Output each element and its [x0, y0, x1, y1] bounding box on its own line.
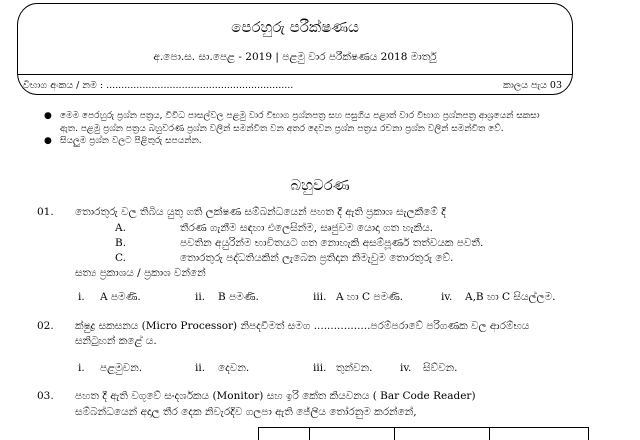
- option-label: iii.: [313, 291, 327, 303]
- index-name-label: විභාග අංකය / නම : ..............................................................: [23, 80, 294, 91]
- option-text: දෙවන.: [218, 362, 250, 374]
- option-label: iii.: [313, 362, 327, 374]
- bullet-icon: ●: [44, 111, 52, 121]
- statement-label: B.: [115, 237, 127, 249]
- paper-title: පෙරහුරු පරීක්ෂණය: [231, 18, 359, 36]
- statement-text: පවතින අයුරින්ම භාවිතයට ගත නොහැකි අසම්පූර්ණ තත්වයක පවතී.: [180, 237, 484, 249]
- question-number: 03.: [37, 390, 54, 402]
- statement-label: A.: [115, 222, 126, 234]
- option-text: A,B හා C සියල්ලම.: [465, 291, 556, 303]
- instruction-item: ● මෙම පෙරහුරු ප්‍රශ්න පත්‍රය, විවිධ පාසල්වල පළමු වාර විභාග ප්‍රශ්නපත්‍ර සහ පසුගිය පළාත් වාර විභාග ප්‍රශ්නපත්‍ර ආශ්‍රයෙන් සකසා: [44, 111, 540, 121]
- section-title: බහුවරණ: [290, 176, 350, 194]
- instruction-item: ● සියලුම ප්‍රශ්න වලට පිළිතුරු සපයන්න.: [44, 136, 202, 146]
- question-prompt: සත්‍ය ප්‍රකාශය / ප්‍රකාශ වන්නේ: [75, 267, 206, 279]
- question-number: 02.: [37, 320, 54, 332]
- option-text: පළමුවන.: [100, 362, 143, 374]
- header-box: [17, 3, 573, 95]
- question-stem: පහත දී ඇති වගුවේ සංදර්ශකය (Monitor) සහ ඉරි කේත කියවනය ( Bar Code Reader): [75, 390, 476, 402]
- option-label: i.: [78, 362, 85, 374]
- option-text: සිව්වන.: [423, 362, 458, 374]
- paper-subtitle: අ.පො.ස. සා.පෙළ - 2019 | පළමු වාර පරීක්ෂණය 2018 මාර්තු: [153, 51, 437, 63]
- option-label: iv.: [400, 362, 412, 374]
- instruction-item-continued: ඇත. පළමු ප්‍රශ්න පත්‍රය බහුවරණ ප්‍රශ්න වලින් සමන්විත වන අතර දෙවන ප්‍රශ්න පත්‍රය රචනා ප්‍රශ්න වලින් සමන්විත වේ.: [60, 123, 504, 134]
- option-label: iv.: [441, 291, 453, 303]
- question-number: 01.: [37, 206, 54, 218]
- option-label: ii.: [195, 362, 206, 374]
- option-text: A හා C පමණි.: [336, 291, 404, 303]
- statement-text: තීරණ ගැනීම සඳහා එලෙසින්ම, සෘජුවම යොදා ගත හැකිය.: [180, 222, 434, 234]
- question-stem-continued: සම්බන්ධයෙන් අදාල තීර දෙක නිවැරදිව ගලපා ඇති ජේලිය තෝරනුම කරන්නේ,: [75, 406, 417, 418]
- bullet-icon: ●: [44, 136, 52, 146]
- option-text: තුන්වන.: [336, 362, 373, 374]
- statement-label: C.: [115, 252, 126, 264]
- instructions-list: [40, 110, 585, 148]
- option-label: i.: [78, 291, 85, 303]
- option-text: A පමණි.: [100, 291, 141, 303]
- option-text: B පමණි.: [218, 291, 259, 303]
- question-stem-continued: සනිටුහන් කළේ ය.: [75, 335, 157, 347]
- answer-table-fragment: [258, 427, 589, 440]
- header-divider: [18, 74, 572, 75]
- question-stem: තොරතුරු වල තිබිය යුතු ගති ලක්ෂණ සම්බන්ධයෙන් පහත දී ඇති ප්‍රකාශ සැලකීමේ දී: [75, 206, 446, 218]
- question-stem: ක්ෂුද්‍ර සකසනය (Micro Processor) නිපදවීමත් සමග .................පරම්පරාවේ පරිගණක වල ආරම්භය: [75, 320, 530, 332]
- time-label: කාලය පැය 03: [503, 80, 562, 91]
- statement-text: තොරතුරු පද්ධතියකින් ලැබෙන ප්‍රතිදාන නිමැවුම තොරතුරු වේ.: [180, 252, 454, 264]
- option-label: ii.: [195, 291, 206, 303]
